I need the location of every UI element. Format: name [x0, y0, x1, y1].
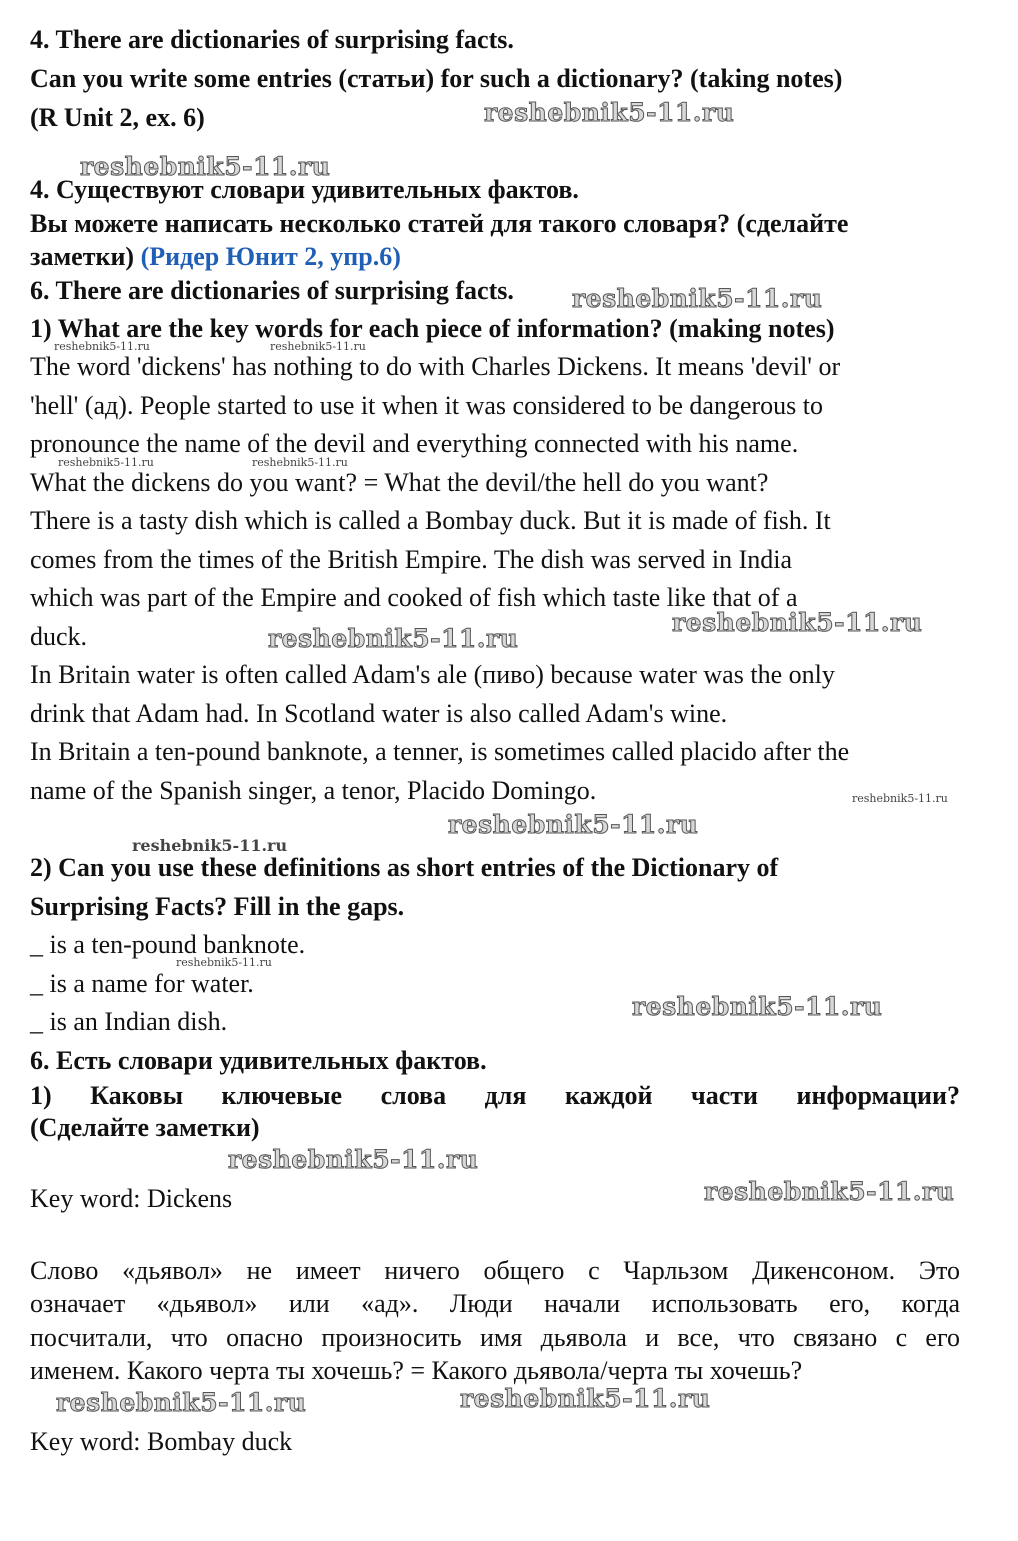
text-line: In Britain water is often called Adam's ale (пиво) because water was the only: [30, 660, 835, 689]
section6-task2-line2: Surprising Facts? Fill in the gaps.: [30, 892, 405, 921]
gap-entry: _ is a ten-pound banknote.: [30, 930, 306, 959]
section4-ru-heading: 4. Существуют словари удивительных фактов.: [30, 175, 579, 204]
watermark: reshebnik5-11.ru: [672, 608, 923, 637]
watermark: reshebnik5-11.ru: [54, 340, 150, 353]
watermark: reshebnik5-11.ru: [270, 340, 366, 353]
text-line: In Britain a ten-pound banknote, a tenner, is sometimes called placido after the: [30, 737, 850, 766]
watermark: reshebnik5-11.ru: [56, 1388, 307, 1417]
section6-task2-line1: 2) Can you use these definitions as short entries of the Dictionary of: [30, 853, 779, 882]
watermark: reshebnik5-11.ru: [572, 284, 823, 313]
watermark: reshebnik5-11.ru: [704, 1177, 955, 1206]
text-line: comes from the times of the British Empire. The dish was served in India: [30, 545, 793, 574]
section4-ru-question-line2: [30, 238, 960, 276]
ru-para-line: означает «дьявол» или «ад». Люди начали использовать его, когда: [30, 1289, 960, 1318]
watermark: reshebnik5-11.ru: [632, 992, 883, 1021]
ru-para-line: именем. Какого черта ты хочешь? = Какого дьявола/черта ты хочешь?: [30, 1356, 803, 1385]
text-line: which was part of the Empire and cooked of fish which taste like that of a: [30, 583, 798, 612]
text-line: name of the Spanish singer, a tenor, Placido Domingo.: [30, 776, 597, 805]
text-line: drink that Adam had. In Scotland water is also called Adam's wine.: [30, 699, 728, 728]
section6-task1: 1) What are the key words for each piece of information? (making notes): [30, 314, 835, 343]
ru-para-line: Слово «дьявол» не имеет ничего общего с Чарльзом Дикенсоном. Это: [30, 1256, 960, 1285]
watermark: reshebnik5-11.ru: [852, 792, 948, 805]
section6-ru-task1-line2: (Сделайте заметки): [30, 1113, 260, 1142]
watermark: reshebnik5-11.ru: [176, 956, 272, 969]
text-line: The word 'dickens' has nothing to do with Charles Dickens. It means 'devil' or: [30, 352, 841, 381]
section6-ru-task1-line1: 1) Каковы ключевые слова для каждой части информации?: [30, 1081, 960, 1110]
watermark: reshebnik5-11.ru: [268, 624, 519, 653]
ru-para-line: посчитали, что опасно произносить имя дьявола и все, что связано с его: [30, 1323, 960, 1352]
watermark: reshebnik5-11.ru: [448, 810, 699, 839]
watermark: reshebnik5-11.ru: [252, 456, 348, 469]
text-line: duck.: [30, 622, 88, 651]
gap-entry: _ is a name for water.: [30, 969, 254, 998]
section4-question: Can you write some entries (статьи) for such a dictionary? (taking notes): [30, 64, 843, 93]
key-word-dickens: Key word: Dickens: [30, 1184, 233, 1213]
watermark: reshebnik5-11.ru: [132, 836, 288, 855]
text-line: There is a tasty dish which is called a Bombay duck. But it is made of fish. It: [30, 506, 831, 535]
watermark: reshebnik5-11.ru: [58, 456, 154, 469]
section6-ru-heading: 6. Есть словари удивительных фактов.: [30, 1046, 487, 1075]
text-line: pronounce the name of the devil and everything connected with his name.: [30, 429, 799, 458]
section4-ru-question-line1: Вы можете написать несколько статей для такого словаря? (сделайте: [30, 209, 849, 238]
gap-entry: _ is an Indian dish.: [30, 1007, 228, 1036]
key-word-bombay-duck: Key word: Bombay duck: [30, 1427, 293, 1456]
section4-heading: 4. There are dictionaries of surprising facts.: [30, 25, 514, 54]
section4-ref: (R Unit 2, ex. 6): [30, 103, 205, 132]
watermark: reshebnik5-11.ru: [228, 1145, 479, 1174]
watermark: reshebnik5-11.ru: [484, 98, 735, 127]
section4-ru-question-line2-text: заметки): [30, 242, 135, 271]
section4-ru-ref: (Ридер Юнит 2, упр.6): [140, 242, 401, 271]
text-line: 'hell' (ад). People started to use it when it was considered to be dangerous to: [30, 391, 823, 420]
text-line: What the dickens do you want? = What the devil/the hell do you want?: [30, 468, 769, 497]
section6-heading: 6. There are dictionaries of surprising facts.: [30, 276, 514, 305]
watermark: reshebnik5-11.ru: [80, 152, 331, 181]
watermark: reshebnik5-11.ru: [460, 1384, 711, 1413]
